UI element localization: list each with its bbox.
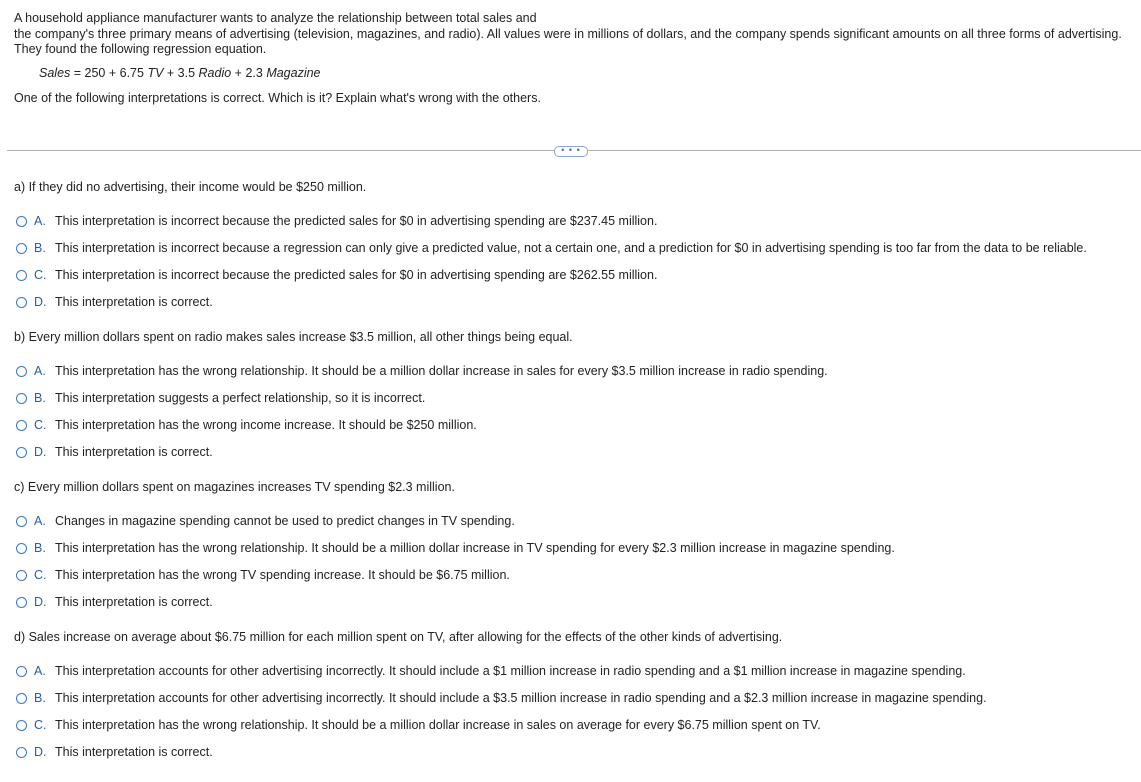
expand-more-button[interactable]: • • • (554, 146, 588, 157)
question-a-option-a[interactable] (16, 212, 657, 230)
eq-magazine: Magazine (266, 66, 321, 80)
option-letter: B. (34, 541, 46, 555)
option-letter: C. (34, 718, 47, 732)
option-text: This interpretation is correct. (55, 595, 213, 609)
option-text: This interpretation has the wrong TV spending increase. It should be $6.75 million. (55, 568, 510, 582)
eq-tv: TV (147, 66, 164, 80)
option-letter: A. (34, 664, 46, 678)
option-text: This interpretation has the wrong relationship. It should be a million dollar increase in sales on average for every $6.75 million spent on TV. (55, 718, 821, 732)
radio-button-icon[interactable] (16, 297, 27, 308)
radio-button-icon[interactable] (16, 516, 27, 527)
regression-equation (39, 66, 321, 80)
radio-button-icon[interactable] (16, 393, 27, 404)
question-b-option-a[interactable] (16, 362, 828, 380)
option-letter: D. (34, 745, 47, 759)
option-letter: C. (34, 268, 47, 282)
option-letter: C. (34, 568, 47, 582)
radio-button-icon[interactable] (16, 420, 27, 431)
option-text: This interpretation has the wrong relationship. It should be a million dollar increase in TV spending for every $2.3 million increase in magazine spending. (55, 541, 895, 555)
radio-button-icon[interactable] (16, 720, 27, 731)
option-letter: A. (34, 364, 46, 378)
eq-magazine-coef: + 2.3 (231, 66, 267, 80)
problem-intro (14, 11, 1124, 58)
option-text: This interpretation is incorrect because the predicted sales for $0 in advertising spending are $262.55 million. (55, 268, 658, 282)
eq-sales: Sales (39, 66, 71, 80)
radio-button-icon[interactable] (16, 666, 27, 677)
option-text: This interpretation is incorrect because a regression can only give a predicted value, not a certain one, and a prediction for $0 in advertising spending is too far from the data to be reliable. (55, 241, 1087, 255)
radio-button-icon[interactable] (16, 747, 27, 758)
question-c-option-a[interactable] (16, 512, 515, 530)
question-c-option-d[interactable] (16, 593, 213, 611)
question-d-option-c[interactable] (16, 716, 821, 734)
eq-constant: = 250 + 6.75 (70, 66, 148, 80)
option-letter: D. (34, 595, 47, 609)
question-instruction: One of the following interpretations is correct. Which is it? Explain what's wrong with the others. (14, 91, 541, 105)
question-d-prompt: d) Sales increase on average about $6.75 million for each million spent on TV, after allowing for the effects of the other kinds of advertising. (14, 630, 783, 644)
option-letter: D. (34, 445, 47, 459)
option-text: This interpretation is correct. (55, 745, 213, 759)
option-text: This interpretation has the wrong income increase. It should be $250 million. (55, 418, 477, 432)
option-letter: D. (34, 295, 47, 309)
option-letter: B. (34, 391, 46, 405)
eq-radio-coef: + 3.5 (163, 66, 199, 80)
question-c-option-b[interactable] (16, 539, 895, 557)
option-text: This interpretation is incorrect because the predicted sales for $0 in advertising spending are $237.45 million. (55, 214, 658, 228)
radio-button-icon[interactable] (16, 543, 27, 554)
option-text: This interpretation has the wrong relationship. It should be a million dollar increase in sales for every $3.5 million increase in radio spending. (55, 364, 828, 378)
option-text: Changes in magazine spending cannot be used to predict changes in TV spending. (55, 514, 515, 528)
radio-button-icon[interactable] (16, 366, 27, 377)
question-b-option-d[interactable] (16, 443, 213, 461)
option-text: This interpretation accounts for other advertising incorrectly. It should include a $1 million increase in radio spending and a $1 million increase in magazine spending. (55, 664, 966, 678)
question-d-option-a[interactable] (16, 662, 966, 680)
question-b-option-c[interactable] (16, 416, 477, 434)
radio-button-icon[interactable] (16, 693, 27, 704)
option-text: This interpretation is correct. (55, 295, 213, 309)
question-c-prompt: c) Every million dollars spent on magazines increases TV spending $2.3 million. (14, 480, 455, 494)
option-text: This interpretation suggests a perfect relationship, so it is incorrect. (55, 391, 426, 405)
radio-button-icon[interactable] (16, 243, 27, 254)
option-letter: A. (34, 214, 46, 228)
question-b-prompt: b) Every million dollars spent on radio makes sales increase $3.5 million, all other things being equal. (14, 330, 573, 344)
question-c-option-c[interactable] (16, 566, 510, 584)
option-text: This interpretation accounts for other advertising incorrectly. It should include a $3.5 million increase in radio spending and a $2.3 million increase in magazine spending. (55, 691, 987, 705)
question-b-option-b[interactable] (16, 389, 425, 407)
intro-line-2: the company's three primary means of advertising (television, magazines, and radio). All values were in millions of dollars, and the company spends significant amounts on all three forms of advertising. They found the following regression equation. (14, 26, 1122, 57)
radio-button-icon[interactable] (16, 447, 27, 458)
eq-radio: Radio (198, 66, 232, 80)
option-letter: A. (34, 514, 46, 528)
option-text: This interpretation is correct. (55, 445, 213, 459)
question-a-option-d[interactable] (16, 293, 213, 311)
radio-button-icon[interactable] (16, 270, 27, 281)
question-d-option-d[interactable] (16, 743, 213, 761)
question-a-option-c[interactable] (16, 266, 657, 284)
option-letter: B. (34, 241, 46, 255)
option-letter: C. (34, 418, 47, 432)
question-d-option-b[interactable] (16, 689, 987, 707)
intro-line-1: A household appliance manufacturer wants to analyze the relationship between total sales and (14, 11, 537, 25)
option-letter: B. (34, 691, 46, 705)
question-a-prompt: a) If they did no advertising, their income would be $250 million. (14, 180, 367, 194)
radio-button-icon[interactable] (16, 216, 27, 227)
radio-button-icon[interactable] (16, 570, 27, 581)
question-a-option-b[interactable] (16, 239, 1087, 257)
radio-button-icon[interactable] (16, 597, 27, 608)
